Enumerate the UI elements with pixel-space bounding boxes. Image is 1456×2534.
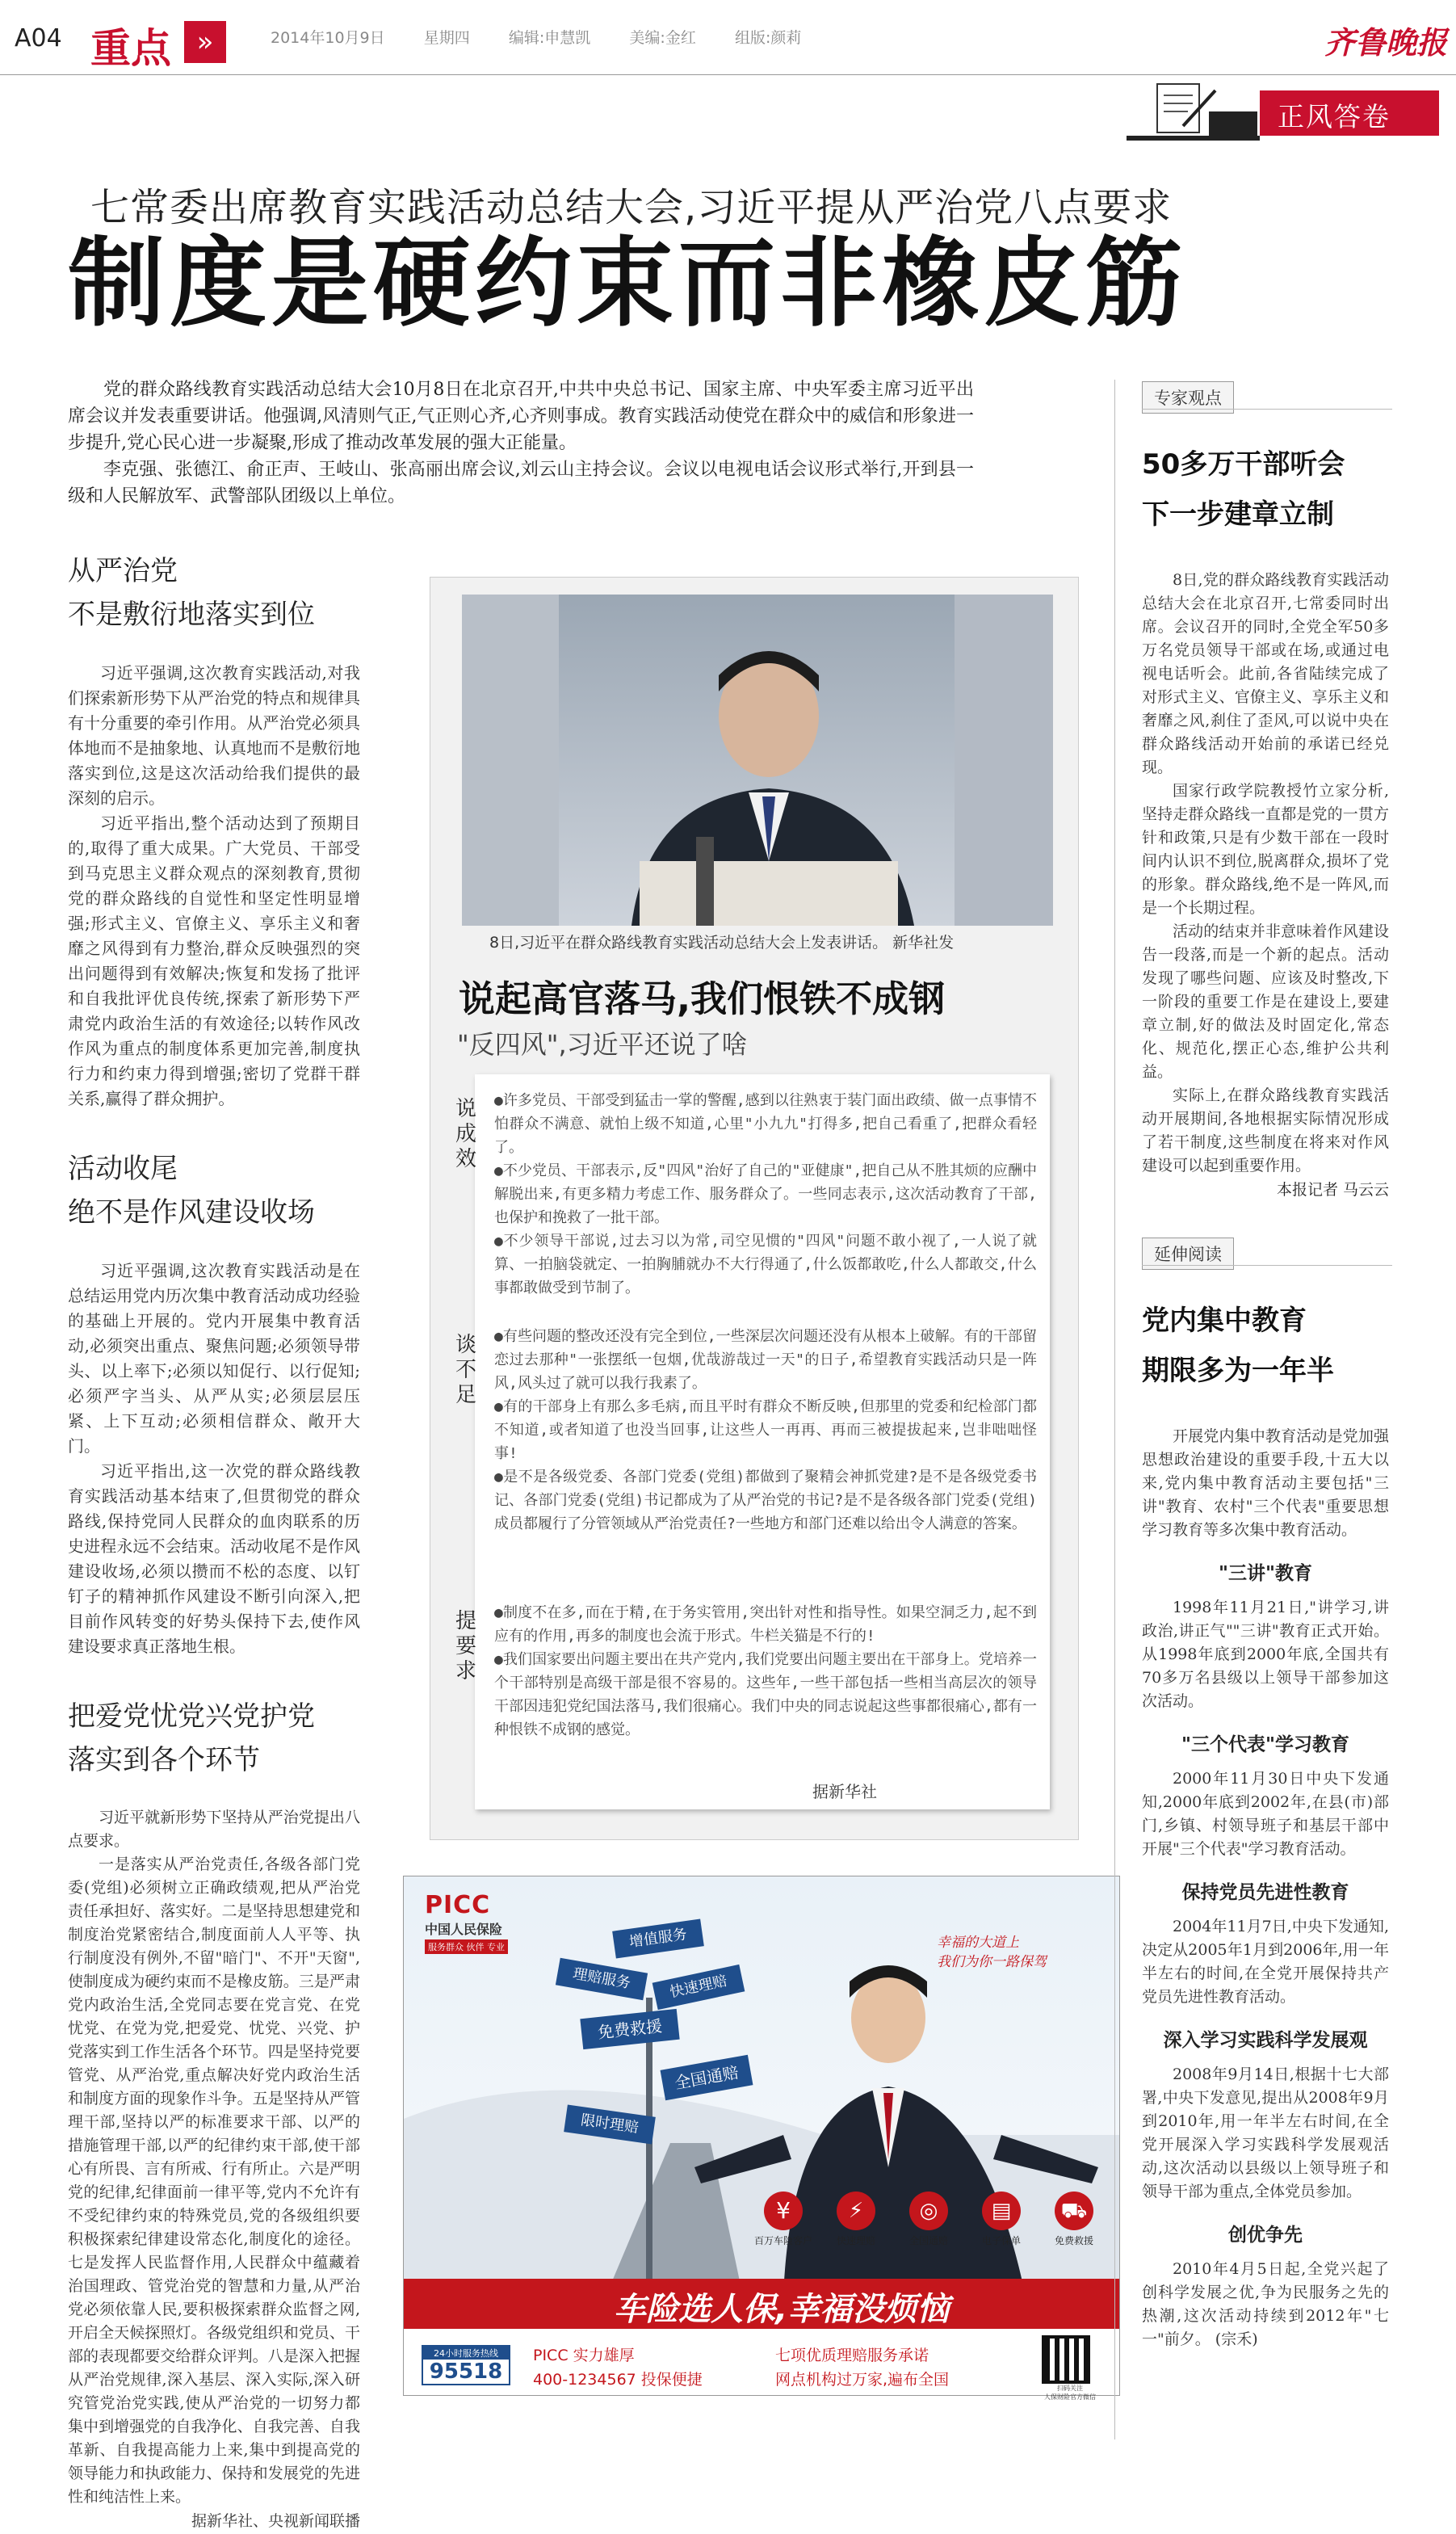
ad-info-item: 七项优质理赔服务承诺 <box>775 2347 929 2364</box>
block-3-para: ●制度不在多,而在于精,在于务实管用,突出针对性和指导性。如果空洞乏力,起不到应有的作用,再多的制度也会流于形式。牛栏关猫是不行的! <box>494 1604 1037 1645</box>
page-number: A04 <box>15 24 62 53</box>
sign-board: 增值服务 <box>612 1919 704 1959</box>
ad-feature-label: 快速理赔 <box>836 2235 875 2246</box>
ad-info-item: 400-1234567 投保便捷 <box>533 2371 703 2389</box>
lead-para-1: 党的群众路线教育实践活动总结大会10月8日在北京召开,中共中央总书记、国家主席、中央军委主席习近平出席会议并发表重要讲话。他强调,风清则气正,气正则心齐,心齐则事成。教育实践活动使党在群众中的威信和形象进一步提升,党心民心进一步凝聚,形成了推动改革发展的强大正能量。 <box>68 380 974 453</box>
extended-item-head: 创优争先 <box>1228 2225 1303 2246</box>
block-2-para: ●有的干部身上有那么多毛病,而且平时有群众不断反映,但那里的党委和纪检部门都不知道,或者知道了也没当回事,让这些人一再再、再而三被提拔起来,岂非咄咄怪事! <box>494 1398 1037 1462</box>
section-2-head-2: 绝不是作风建设收场 <box>68 1196 315 1229</box>
feature-source: 据新华社 <box>812 1782 877 1801</box>
block-1-para: ●不少党员、干部表示,反"四风"治好了自己的"亚健康",把自己从不胜其烦的应酬中解脱出来,有更多精力考虑工作、服务群众了。一些同志表示,这次活动教育了干部,也保护和挽救了一批干部。 <box>494 1162 1037 1226</box>
section-1-head-1: 从严治党 <box>68 555 178 587</box>
expert-para: 活动的结束并非意味着作风建设告一段落,而是一个新的起点。活动发现了哪些问题、应该及时整改,下一阶段的重要工作是在建设上,要建章立制,好的做法及时固定化,常态化、规范化,摆正心态,维护公共利益。 <box>1142 922 1389 1081</box>
expert-para: 国家行政学院教授竹立家分析,坚持走群众路线一直都是党的一贯方针和政策,只是有少数干部在一段时间内认识不到位,脱离群众,损坏了党的形象。群众路线,绝不是一阵风,而是一个长期过程。 <box>1142 782 1389 917</box>
expert-para: 8日,党的群众路线教育实践活动总结大会在北京召开,七常委同时出席。会议召开的同时,全党全军50多万名党员领导干部或在场,或通过电视电话听会。此前,各省陆续完成了对形式主义、官僚主义、享乐主义和奢靡之风,刹住了歪风,可以说中央在群众路线活动开始前的承诺已经兑现。 <box>1142 571 1389 776</box>
expert-label-rule <box>1142 409 1392 410</box>
yen-icon: ¥ <box>764 2192 803 2230</box>
headline-main: 制度是硬约束而非橡皮筋 <box>68 228 1187 340</box>
picc-brand: PICC <box>425 1891 491 1919</box>
section-2-para: 习近平指出,这一次党的群众路线教育实践活动基本结束了,但贯彻党的群众路线,保持党同人民群众的血肉联系的历史进程永远不会结束。活动收尾不是作风建设收场,必须以攒而不松的态度、以钉钉子的精神抓作风建设不断引向深入,把目前作风转变的好势头保持下去,使作风建设要求真正落地生根。 <box>68 1461 360 1656</box>
left-credit: 据新华社、央视新闻联播 <box>191 2512 360 2530</box>
block-3-para: ●我们国家要出问题主要出在共产党内,我们党要出问题主要出在干部身上。党培养一个干部特别是高级干部是很不容易的。这些年,一些干部包括一些相当高层次的领导干部因违犯党纪国法落马,我们很痛心。我们中央的同志说起这些事都很痛心,都有一种恨铁不成钢的感觉。 <box>494 1651 1037 1738</box>
chevron-right-icon: » <box>184 21 226 63</box>
ad-feature <box>969 2192 1034 2247</box>
qr-caption: 扫码关注 人保财险官方微信 <box>1044 2385 1096 2401</box>
lead-para-2: 李克强、张德江、俞正声、王岐山、张高丽出席会议,刘云山主持会议。会议以电视电话会议形式举行,开到县一级和人民解放军、武警部队团级以上单位。 <box>68 460 974 506</box>
extended-item-head: "三讲"教育 <box>1219 1563 1312 1584</box>
extended-item-text: 2004年11月7日,中央下发通知,决定从2005年1月到2006年,用一年半左右的时间,在全党开展保持共产党员先进性教育活动。 <box>1142 1918 1389 2006</box>
signpost <box>557 1925 751 2192</box>
ad-bubble: 幸福的大道上 我们为你一路保驾 <box>937 1935 1047 1970</box>
extended-item-text: 2000年11月30日中央下发通知,2000年底到2002年,在县(市)部门,乡镇、村领导班子和基层干部中开展"三个代表"学习教育活动。 <box>1142 1770 1389 1858</box>
extended-label-rule <box>1142 1265 1392 1266</box>
paper-logo: 齐鲁晚报 <box>1324 24 1448 61</box>
right-column-rule <box>1114 380 1115 2439</box>
column-tag-label: 正风答卷 <box>1278 101 1391 132</box>
expert-para: 实际上,在群众路线教育实践活动开展期间,各地根据实际情况形成了若干制度,这些制度在将来对作风建设可以起到重要作用。 <box>1142 1086 1389 1175</box>
section-3-head-1: 把爱党忧党兴党护党 <box>68 1700 315 1733</box>
picc-brand-cn: 中国人民保险 <box>425 1922 503 1937</box>
section-tag <box>84 11 242 72</box>
extended-head-2: 期限多为一年半 <box>1142 1355 1334 1387</box>
section-3-para: 一是落实从严治党责任,各级各部门党委(党组)必须树立正确政绩观,把从严治党责任承担好、落实好。二是坚持思想建党和制度治党紧密结合,制度面前人人平等、执行制度没有例外,不留"暗门"、不开"天窗",使制度成为硬约束而不是橡皮筋。三是严肃党内政治生活,全党同志要在党言党、在党忧党、在党为党,把爱党、忧党、兴党、护党落实到工作生活各个环节。四是坚持党要管党、从严治党,重点解决好党内政治生活和制度方面的现象作斗争。五是坚持从严管理干部,坚持以严的标准要求干部、以严的措施管理干部,以严的纪律约束干部,使干部心有所畏、言有所戒、行有所止。六是严明党的纪律,纪律面前一律平等,党内不允许有不受纪律约束的特殊党员,党的各级组织要积极探索纪律建设常态化,制度化的途径。七是发挥人民监督作用,人民群众中蕴藏着治国理政、管党治党的智慧和力量,从严治党必须依靠人民,要积极探索群众监督之网,开启全天候探照灯。各级党组织和党员、干部的表现都要交给群众评判。八是深入把握从严治党规律,深入基层、深入实际,深入研究管党治党实践,使从严治党的一切努力都集中到增强党的自我净化、自我完善、自我革新、自我提高能力上来,集中到提高党的领导能力和执政能力、保持和发展党的先进性和纯洁性上来。 <box>68 1855 360 2506</box>
globe-icon: ◎ <box>909 2192 948 2230</box>
extended-head-1: 党内集中教育 <box>1142 1305 1307 1337</box>
photo-caption: 8日,习近平在群众路线教育实践活动总结大会上发表讲话。 新华社发 <box>489 934 955 952</box>
ad-info-item: 网点机构过万家,遍布全国 <box>775 2371 950 2389</box>
extended-label: 延伸阅读 <box>1142 1238 1234 1270</box>
extended-item-head: "三个代表"学习教育 <box>1181 1734 1349 1755</box>
picc-brand-sub: 服务群众 伙伴 专业 <box>425 1939 508 1954</box>
section-3-head-2: 落实到各个环节 <box>68 1744 260 1776</box>
block-label-1: 说成效 <box>455 1097 477 1171</box>
ad-feature-label: 免费救援 <box>1054 2235 1093 2246</box>
ad-hotline-label: 24小时服务热线 <box>423 2347 509 2360</box>
masthead-meta <box>271 26 801 48</box>
expert-body <box>1142 439 1389 1203</box>
block-1-para: ●许多党员、干部受到猛击一掌的警醒,感到以往熟衷于装门面出政绩、做一点事情不怕群众不满意、就怕上级不知道,心里"小九九"打得多,把自己看重了,把群众看轻了。 <box>494 1092 1037 1156</box>
masthead-editor: 编辑:申慧凯 <box>508 29 591 47</box>
section-2 <box>68 1147 360 1659</box>
tow-truck-icon: ⛟ <box>1055 2192 1093 2230</box>
ad-slogan: 车险选人保,幸福没烦恼 <box>614 2291 950 2328</box>
column-tag <box>1260 90 1439 136</box>
section-1 <box>68 549 360 1112</box>
feature-block-2 <box>455 1325 1037 1536</box>
qr-code-icon <box>1042 2335 1090 2384</box>
feature-block-1 <box>455 1089 1037 1300</box>
block-2-para: ●有些问题的整改还没有完全到位,一些深层次问题还没有从根本上破解。有的干部留恋过去那种"一张摆纸一包烟,优哉游哉过一天"的日子,希望教育实践活动只是一阵风,风头过了就可以我行我素了。 <box>494 1328 1037 1392</box>
section-1-para: 习近平强调,这次教育实践活动,对我们探索新形势下从严治党的特点和规律具有十分重要的牵引作用。从严治党必须具体地而不是抽象地、认真地而不是敷衍地落实到位,这是这次活动给我们提供的最深刻的启示。 <box>68 663 360 808</box>
extended-body <box>1142 1296 1389 2351</box>
ad-feature <box>824 2192 888 2247</box>
extended-item-text: 2008年9月14日,根据十七大部署,中央下发意见,提出从2008年9月到2010年,用一年半左右时间,在全党开展深入学习实践科学发展观活动,这次活动以县级以上领导班子和领导干部为重点,全体党员参加。 <box>1142 2065 1389 2200</box>
extended-item-head: 深入学习实践科学发展观 <box>1163 2030 1368 2051</box>
ad-info-item: PICC 实力雄厚 <box>533 2347 635 2364</box>
extended-intro: 开展党内集中教育活动是党加强思想政治建设的重要手段,十五大以来,党内集中教育活动主要包括"三讲"教育、农村"三个代表"重要思想学习教育等多次集中教育活动。 <box>1142 1427 1389 1539</box>
ad-hotline-number: 95518 <box>429 2360 503 2384</box>
section-2-para: 习近平强调,这次教育实践活动是在总结运用党内历次集中教育活动成功经验的基础上开展的。党内开展集中教育活动,必须突出重点、聚焦问题;必须领导带头、以上率下;必须以知促行、以行促知;必须严字当头、从严从实;必须层层压紧、上下互动;必须相信群众、敞开大门。 <box>68 1261 360 1456</box>
picc-logo <box>425 1891 508 1954</box>
sign-board: 全国通赔 <box>661 2055 753 2101</box>
ad-feature <box>1042 2192 1106 2247</box>
section-1-head-2: 不是敷衍地落实到位 <box>68 599 315 631</box>
expert-head-1: 50多万干部听会 <box>1142 448 1345 481</box>
extended-item-head: 保持党员先进性教育 <box>1181 1882 1349 1903</box>
headline-kicker: 七常委出席教育实践活动总结大会,习近平提从严治党八点要求 <box>90 185 1173 230</box>
section-label: 重点 <box>90 25 171 72</box>
ad-feature-row <box>751 2192 1106 2272</box>
masthead-date: 2014年10月9日 <box>271 29 385 47</box>
masthead-proof: 组版:颜莉 <box>734 29 802 47</box>
section-3-para: 习近平就新形势下坚持从严治党提出八点要求。 <box>68 1809 360 1850</box>
feature-sub: "反四风",习近平还说了啥 <box>457 1029 748 1060</box>
document-icon: ▤ <box>982 2192 1021 2230</box>
expert-label: 专家观点 <box>1142 381 1234 414</box>
ad-feature <box>896 2192 961 2247</box>
block-2-para: ●是不是各级党委、各部门党委(党组)都做到了聚精会神抓党建?是不是各级党委书记、各部门党委(党组)书记都成为了从严治党的书记?是不是各级各部门党委(党组)成员都履行了分管领域从严治党责任?一些地方和部门还难以给出令人满意的答案。 <box>494 1469 1037 1532</box>
masthead-art: 美编:金红 <box>629 29 696 47</box>
sign-board: 理赔服务 <box>556 1958 648 2001</box>
sign-board: 快速理赔 <box>652 1965 745 2010</box>
block-label-2: 谈不足 <box>455 1333 477 1407</box>
extended-item-text: 1998年11月21日,"讲学习,讲政治,讲正气""三讲"教育正式开始。从1998年底到2000年底,全国共有70多万名县级以上领导干部参加这次活动。 <box>1142 1599 1389 1710</box>
desk-illustration <box>1127 79 1260 150</box>
feature-head: 说起高官落马,我们恨铁不成钢 <box>459 977 946 1020</box>
ad-feature-label: 电子保单 <box>981 2235 1021 2246</box>
insurance-ad <box>403 1876 1120 2401</box>
feature-block-3 <box>455 1601 1037 1742</box>
extended-item-text: 2010年4月5日起,全党兴起了创科学发展之优,争为民服务之先的热潮,这次活动持续到2012年"七一"前夕。 (宗禾) <box>1142 2260 1389 2348</box>
section-3 <box>68 1695 360 2534</box>
ad-feature-label: 全国通赔 <box>908 2235 948 2246</box>
section-2-head-1: 活动收尾 <box>68 1153 178 1185</box>
lead-text <box>68 376 974 510</box>
sign-board: 限时理赔 <box>564 2105 656 2145</box>
left-column <box>68 549 360 2534</box>
sign-board: 免费救援 <box>580 2009 679 2049</box>
ad-hotline <box>422 2345 510 2385</box>
section-1-para: 习近平指出,整个活动达到了预期目的,取得了重大成果。广大党员、干部受到马克思主义群众观点的深刻教育,贯彻党的群众路线的自觉性和坚定性明显增强;形式主义、官僚主义、享乐主义和奢靡之风得到有力整治,群众反映强烈的突出问题得到有效解决;恢复和发扬了批评和自我批评优良传统,探索了新形势下严肃党内政治生活的有效途径;以转作风改作风为重点的制度体系更加完善,制度执行力和约束力得到增强;密切了党群干群关系,赢得了群众拥护。 <box>68 813 360 1108</box>
speech-photo <box>462 595 1053 926</box>
expert-head-2: 下一步建章立制 <box>1142 498 1334 531</box>
expert-byline: 本报记者 马云云 <box>1276 1181 1389 1199</box>
lightning-icon: ⚡ <box>837 2192 875 2230</box>
ad-feature <box>751 2192 816 2247</box>
block-1-para: ●不少领导干部说,过去习以为常,司空见惯的"四风"问题不敢小视了,一人说了就算、一拍脑袋就定、一拍胸脯就办不大行得通了,什么饭都敢吃,什么人都敢交,什么事都敢做受到节制了。 <box>494 1233 1037 1296</box>
masthead-rule <box>0 74 1456 75</box>
masthead-weekday: 星期四 <box>423 29 470 47</box>
ad-feature-label: 百万车险客户 <box>753 2235 812 2246</box>
block-label-3: 提要求 <box>455 1609 477 1683</box>
